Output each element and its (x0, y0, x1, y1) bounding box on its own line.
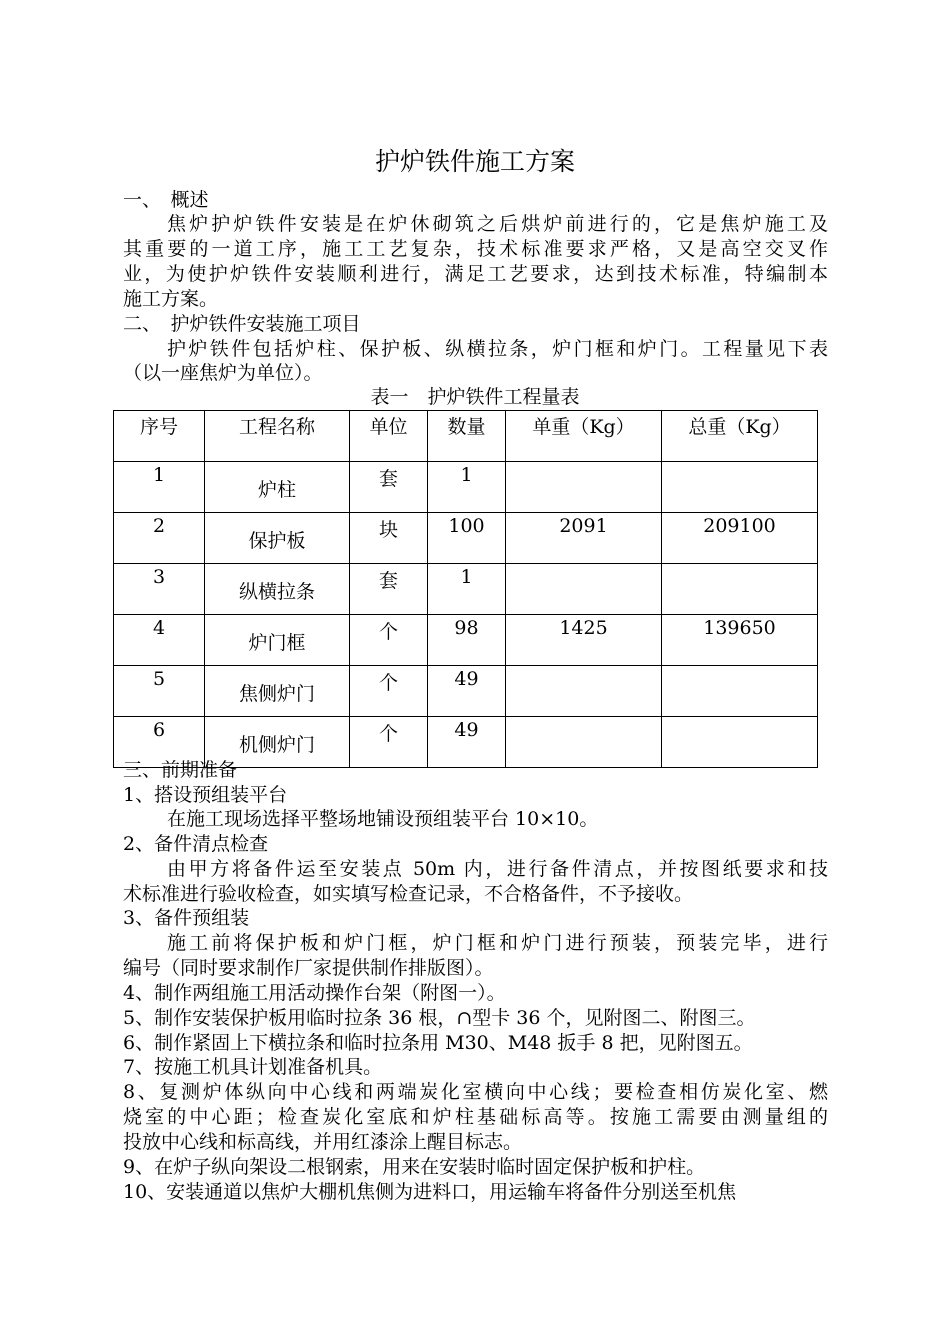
cell-index: 6 (114, 717, 205, 768)
cell-unit: 套 (350, 462, 428, 513)
table-row (114, 462, 818, 513)
list-item: 4、制作两组施工用活动操作台架（附图一）。 (123, 982, 506, 1004)
paragraph-line: 施工前将保护板和炉门框，炉门框和炉门进行预装，预装完毕，进行 (167, 932, 828, 954)
paragraph-line: 术标准进行验收检查，如实填写检查记录，不合格备件，不予接收。 (123, 883, 694, 905)
cell-index: 3 (114, 564, 205, 615)
list-item: 10、安装通道以焦炉大棚机焦侧为进料口，用运输车将备件分别送至机焦 (123, 1181, 737, 1203)
table-row (114, 513, 818, 564)
header-cell: 单重（Kg） (506, 411, 662, 462)
paragraph-line: 护炉铁件包括炉柱、保护板、纵横拉条，炉门框和炉门。工程量见下表 (167, 338, 828, 360)
table-header-row (114, 411, 818, 462)
table-row (114, 666, 818, 717)
cell-quantity: 1 (428, 564, 506, 615)
cell-index: 1 (114, 462, 205, 513)
cell-quantity: 100 (428, 513, 506, 564)
cell-total-weight: 209100 (662, 513, 818, 564)
paragraph-line: 其重要的一道工序，施工工艺复杂，技术标准要求严格，又是高空交叉作 (123, 238, 828, 260)
section-heading-preparation: 三、前期准备 (123, 759, 238, 781)
header-cell: 数量 (428, 411, 506, 462)
cell-unit-weight: 1425 (506, 615, 662, 666)
quantity-table (113, 410, 818, 768)
cell-quantity: 98 (428, 615, 506, 666)
cell-unit: 套 (350, 564, 428, 615)
header-cell: 总重（Kg） (662, 411, 818, 462)
cell-quantity: 1 (428, 462, 506, 513)
cell-name: 纵横拉条 (205, 564, 350, 615)
paragraph-line: 在施工现场选择平整场地铺设预组装平台 10×10。 (167, 808, 599, 830)
header-cell: 序号 (114, 411, 205, 462)
cell-unit: 块 (350, 513, 428, 564)
paragraph-line: 焦炉护炉铁件安装是在炉休砌筑之后烘炉前进行的，它是焦炉施工及 (167, 213, 828, 235)
cell-unit-weight (506, 666, 662, 717)
cell-unit: 个 (350, 666, 428, 717)
table-caption: 表一 护炉铁件工程量表 (370, 386, 580, 408)
list-item: 6、制作紧固上下横拉条和临时拉条用 M30、M48 扳手 8 把，见附图五。 (123, 1032, 753, 1054)
cell-index: 2 (114, 513, 205, 564)
paragraph-line: 施工方案。 (123, 288, 219, 310)
cell-name: 炉柱 (205, 462, 350, 513)
document-title: 护炉铁件施工方案 (374, 147, 575, 176)
cell-total-weight (662, 564, 818, 615)
cell-unit-weight: 2091 (506, 513, 662, 564)
cell-total-weight (662, 462, 818, 513)
cell-unit-weight (506, 564, 662, 615)
paragraph-line: 业，为使护炉铁件安装顺利进行，满足工艺要求，达到技术标准，特编制本 (123, 263, 828, 285)
item-heading: 1、搭设预组装平台 (123, 784, 288, 806)
cell-total-weight: 139650 (662, 615, 818, 666)
item-heading: 3、备件预组装 (123, 907, 250, 929)
cell-index: 5 (114, 666, 205, 717)
list-item: 9、在炉子纵向架设二根钢索，用来在安装时临时固定保护板和护柱。 (123, 1156, 706, 1178)
item-heading: 2、备件清点检查 (123, 833, 269, 855)
cell-quantity: 49 (428, 666, 506, 717)
header-cell: 工程名称 (205, 411, 350, 462)
list-item: 7、按施工机具计划准备机具。 (123, 1056, 383, 1078)
cell-unit: 个 (350, 615, 428, 666)
paragraph-line: 由甲方将备件运至安装点 50m 内，进行备件清点，并按图纸要求和技 (167, 858, 828, 880)
section-heading-overview: 一、 概述 (123, 189, 209, 211)
cell-quantity: 49 (428, 717, 506, 768)
paragraph-line: 烧室的中心距；检查炭化室底和炉柱基础标高等。按施工需要由测量组的 (123, 1106, 828, 1128)
list-item: 8、复测炉体纵向中心线和两端炭化室横向中心线；要检查相仿炭化室、燃 (123, 1081, 828, 1103)
cell-index: 4 (114, 615, 205, 666)
cell-name: 机侧炉门 (205, 717, 350, 768)
cell-unit: 个 (350, 717, 428, 768)
paragraph-line: （以一座焦炉为单位）。 (123, 362, 323, 384)
cell-unit-weight (506, 462, 662, 513)
cell-name: 保护板 (205, 513, 350, 564)
cell-name: 焦侧炉门 (205, 666, 350, 717)
table-row (114, 564, 818, 615)
section-heading-items: 二、 护炉铁件安装施工项目 (123, 313, 361, 335)
header-cell: 单位 (350, 411, 428, 462)
cell-name: 炉门框 (205, 615, 350, 666)
paragraph-line: 投放中心线和标高线，并用红漆涂上醒目标志。 (123, 1131, 523, 1153)
list-item: 5、制作安装保护板用临时拉条 36 根，∩型卡 36 个，见附图二、附图三。 (123, 1007, 756, 1029)
cell-total-weight (662, 666, 818, 717)
table-row (114, 615, 818, 666)
paragraph-line: 编号（同时要求制作厂家提供制作排版图）。 (123, 957, 494, 979)
